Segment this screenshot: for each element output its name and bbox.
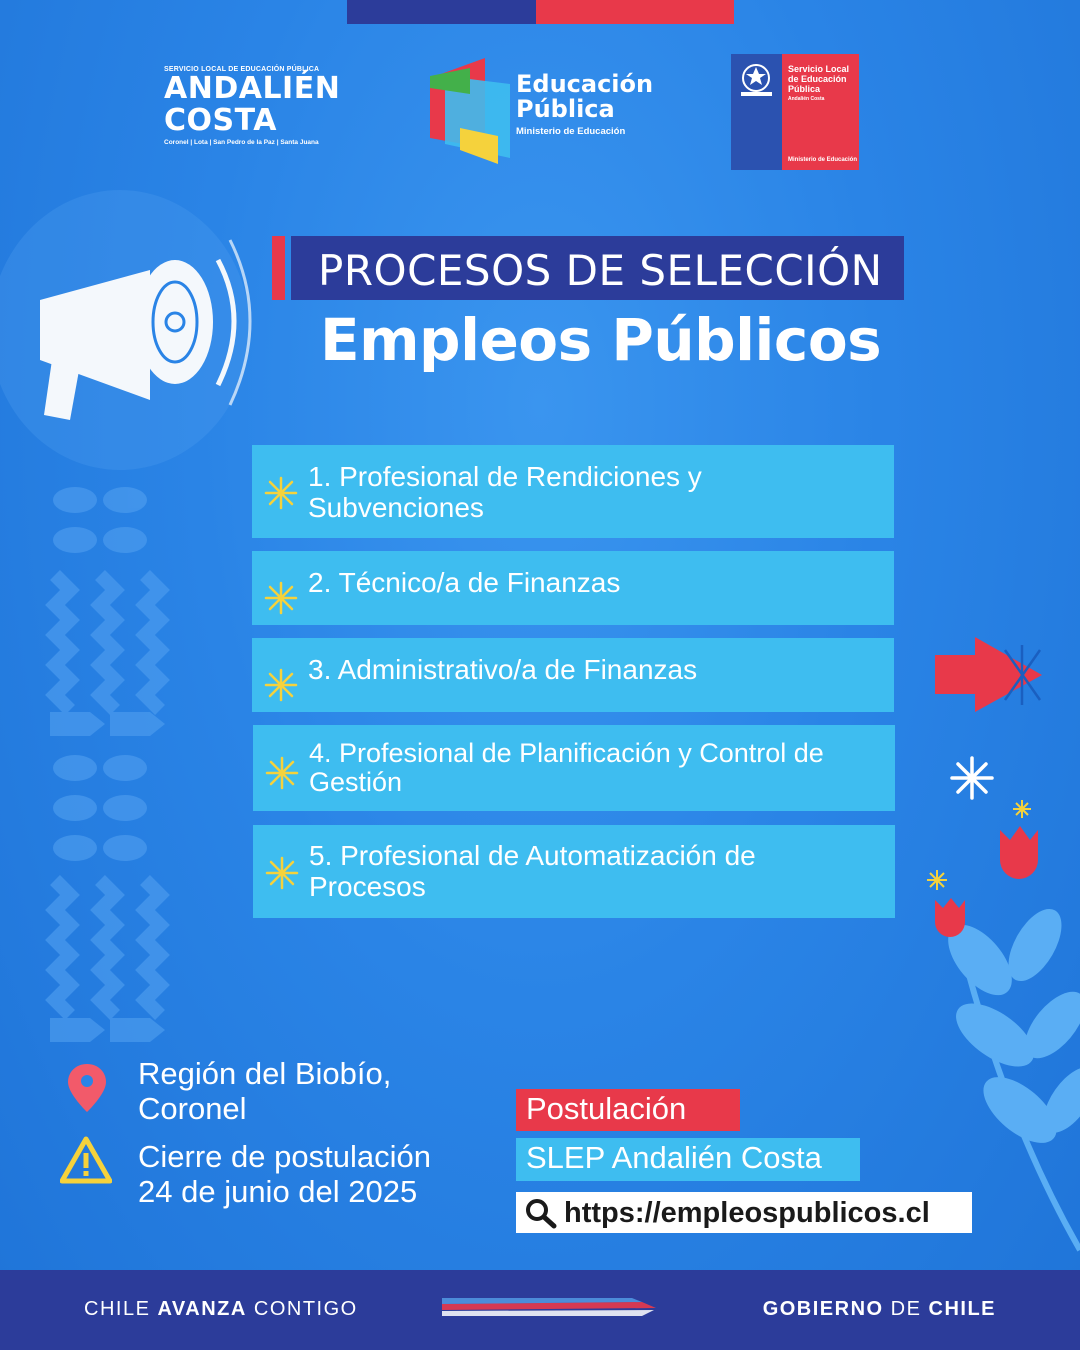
sparkle-icon (265, 756, 299, 790)
top-bar-red (536, 0, 734, 24)
application-label: Postulación (516, 1089, 740, 1131)
logo-andalien-costa (164, 66, 354, 156)
logo-ministerio (731, 54, 859, 170)
footer-slogan-b: AVANZA (157, 1298, 247, 1320)
application-url: https://empleospublicos.cl (564, 1197, 930, 1229)
application-link[interactable] (516, 1192, 972, 1233)
megaphone-icon (0, 190, 250, 470)
location-pin-icon (68, 1064, 106, 1112)
educacion-publica-mark-icon (430, 58, 510, 164)
logo-andalien-small: SERVICIO LOCAL DE EDUCACIÓN PÚBLICA (164, 66, 320, 73)
job-item-4[interactable] (253, 725, 895, 811)
logo-min-sub: Andalién Costa (788, 96, 825, 102)
top-bar-blue (347, 0, 536, 24)
arrow-icon (935, 637, 1042, 712)
top-color-bar (347, 0, 734, 24)
footer-government (763, 1298, 996, 1321)
sparkle-icon (264, 668, 298, 702)
job-label: 1. Profesional de Rendiciones y Subvenciones (308, 461, 702, 523)
logo-edu-line1: Educación (516, 70, 654, 98)
application-org: SLEP Andalién Costa (516, 1138, 860, 1181)
footer (0, 1270, 1080, 1350)
logo-edu-line2: Pública (516, 95, 615, 123)
sparkle-icon (264, 476, 298, 510)
job-item-1[interactable] (252, 445, 894, 538)
logo-andalien-line2: COSTA (164, 103, 277, 138)
job-item-3[interactable] (252, 638, 894, 712)
headline-bar (272, 236, 904, 300)
job-label: 3. Administrativo/a de Finanzas (308, 654, 698, 685)
deadline-text (138, 1139, 431, 1209)
flower-branch-icon (927, 800, 1080, 1250)
job-item-5[interactable] (253, 825, 895, 918)
sparkle-icon (265, 856, 299, 890)
sparkle-icon (952, 758, 992, 798)
job-label: 2. Técnico/a de Finanzas (308, 567, 621, 598)
headline-accent (272, 236, 285, 300)
job-label: 4. Profesional de Planificación y Control de Gestión (309, 738, 824, 797)
location-text (138, 1056, 391, 1126)
logo-andalien-line1: ANDALIÉN (164, 71, 341, 106)
footer-slogan-c: CONTIGO (246, 1298, 358, 1320)
footer-slogan-a: CHILE (84, 1298, 158, 1320)
logo-min-bottom: Ministerio de Educación (788, 157, 858, 163)
headline-kicker: PROCESOS DE SELECCIÓN (318, 246, 883, 295)
location-line2: Coronel (138, 1091, 247, 1126)
job-item-2[interactable] (252, 551, 894, 625)
sparkle-icon (264, 581, 298, 615)
logo-min-name: Servicio Local de Educación Pública (788, 64, 850, 94)
coat-of-arms-icon (731, 58, 782, 108)
footer-gov-b: DE (883, 1298, 929, 1320)
logo-andalien-communes: Coronel | Lota | San Pedro de la Paz | Santa Juana (164, 139, 319, 146)
logo-educacion-publica (430, 58, 660, 164)
footer-gov-a: GOBIERNO (762, 1298, 884, 1320)
deadline-line1: Cierre de postulación (138, 1139, 431, 1174)
logo-edu-line3: Ministerio de Educación (516, 126, 626, 137)
footer-gov-c: CHILE (928, 1298, 996, 1320)
location-line1: Región del Biobío, (138, 1056, 392, 1091)
deadline-line2: 24 de junio del 2025 (138, 1174, 418, 1209)
warning-icon (60, 1136, 112, 1184)
search-icon (524, 1197, 558, 1229)
page-title: Empleos Públicos (320, 306, 882, 374)
flag-stripes-icon (442, 1298, 658, 1322)
job-label: 5. Profesional de Automatización de Procesos (309, 840, 756, 902)
footer-slogan (84, 1298, 358, 1321)
